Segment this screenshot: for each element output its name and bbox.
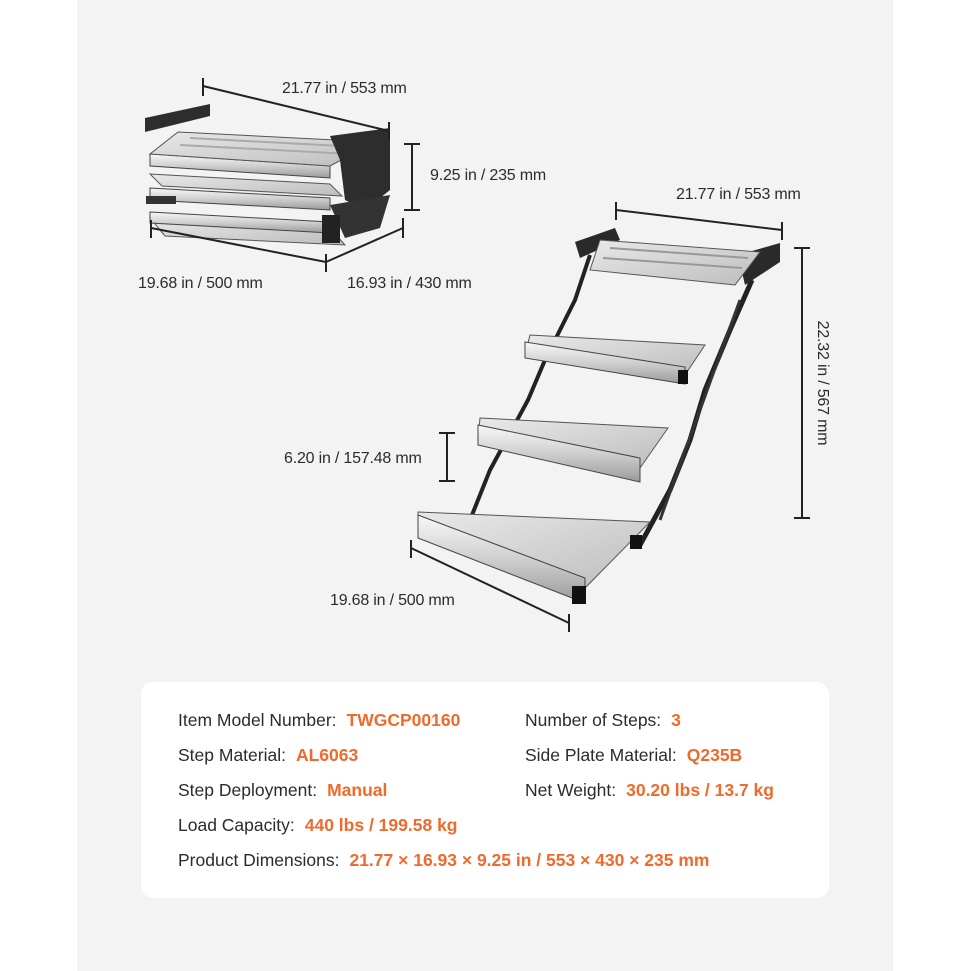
spec-load-capacity (178, 815, 458, 836)
spec-value: 21.77 × 16.93 × 9.25 in / 553 × 430 × 235 mm (349, 850, 710, 870)
spec-label: Step Material: (178, 745, 286, 765)
deployed-height-label: 22.32 in / 567 mm (814, 320, 831, 446)
folded-height-label: 9.25 in / 235 mm (430, 167, 546, 184)
spec-product-dimensions (178, 850, 709, 871)
spec-label: Item Model Number: (178, 710, 337, 730)
spec-step-material (178, 745, 358, 766)
spec-card (141, 682, 829, 898)
folded-length-label: 19.68 in / 500 mm (138, 275, 263, 292)
deployed-step-image (418, 228, 780, 604)
spec-label: Side Plate Material: (525, 745, 677, 765)
spec-label: Step Deployment: (178, 780, 318, 800)
spec-value: Manual (327, 780, 388, 800)
folded-step-image (145, 104, 390, 245)
spec-label: Number of Steps: (525, 710, 662, 730)
folded-width-label: 21.77 in / 553 mm (282, 80, 407, 97)
spec-value: 3 (671, 710, 681, 730)
spec-deployment (178, 780, 387, 801)
spec-value: AL6063 (295, 745, 359, 765)
spec-label: Product Dimensions: (178, 850, 340, 870)
step-rise-label: 6.20 in / 157.48 mm (284, 450, 422, 467)
spec-item-model (178, 710, 460, 731)
spec-net-weight (525, 780, 774, 801)
spec-label: Load Capacity: (178, 815, 295, 835)
deployed-width-label: 21.77 in / 553 mm (676, 186, 801, 203)
spec-value: TWGCP00160 (346, 710, 461, 730)
spec-value: 30.20 lbs / 13.7 kg (626, 780, 774, 800)
spec-steps (525, 710, 681, 731)
step-length-label: 19.68 in / 500 mm (330, 592, 455, 609)
spec-side-plate (525, 745, 742, 766)
spec-value: Q235B (686, 745, 743, 765)
spec-label: Net Weight: (525, 780, 617, 800)
spec-value: 440 lbs / 199.58 kg (304, 815, 458, 835)
folded-depth-label: 16.93 in / 430 mm (347, 275, 472, 292)
